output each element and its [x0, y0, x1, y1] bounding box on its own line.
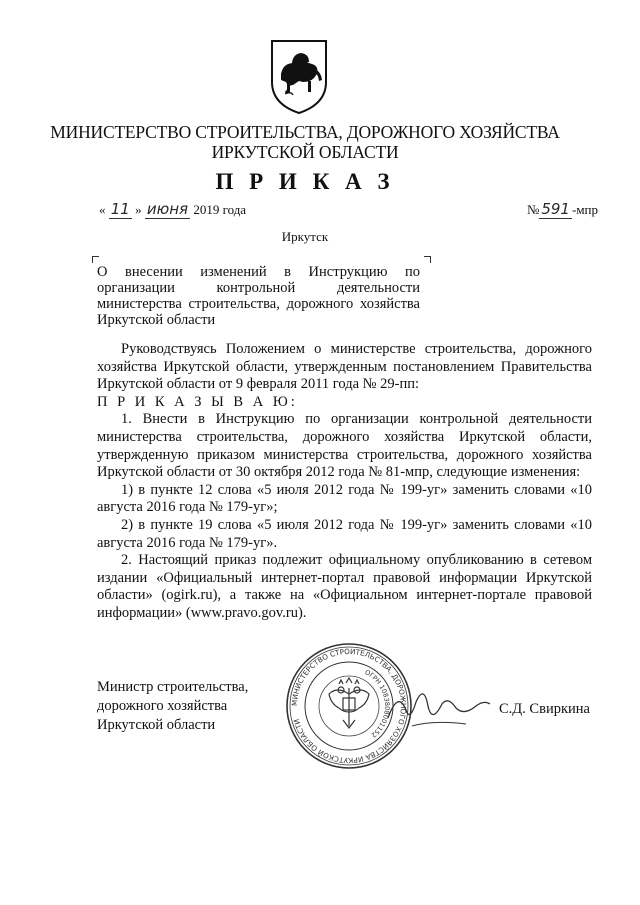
number-value: 591 [541, 200, 570, 218]
seal-inner-text: ОГРН 1083808001152 [363, 668, 392, 740]
handwritten-signature [384, 680, 494, 740]
number-suffix: -мпр [571, 202, 598, 217]
ministry-title-line2: ИРКУТСКОЙ ОБЛАСТИ [211, 142, 399, 162]
document-body [97, 341, 592, 623]
document-number [527, 200, 598, 218]
order-word: П Р И К А З Ы В А Ю: [97, 393, 298, 410]
double-headed-eagle-icon [329, 678, 369, 728]
date-quote-close: » [135, 202, 142, 217]
date-quote-open: « [99, 202, 106, 217]
date-day: 11 [110, 200, 130, 218]
order-item-2: 2. Настоящий приказ подлежит официальному опубликованию в сетевом издании «Официальный интернет-портал правовой информации Иркутской области» (ogirk.ru), а также на «Официальном интернет-портале правовой информации» (www.pravo.gov.ru). [97, 552, 592, 621]
ministry-title-line1: МИНИСТЕРСТВО СТРОИТЕЛЬСТВА, ДОРОЖНОГО ХОЗЯЙСТВА [50, 122, 560, 142]
document-type-heading: П Р И К А З [215, 169, 395, 194]
subject-bracket-left [92, 256, 99, 263]
date-month: июня [146, 200, 189, 218]
signer-name: С.Д. Свиркина [499, 701, 590, 717]
order-item-1-2: 2) в пункте 19 слова «5 июля 2012 года № 199-уг» заменить словами «10 августа 2016 года № 179-уг». [97, 516, 592, 551]
subject-bracket-right [424, 256, 431, 263]
coat-of-arms-emblem [269, 38, 329, 116]
document-subject: О внесении изменений в Инструкцию по организации контрольной деятельности министерства строительства, дорожного хозяйства Иркутской области [97, 264, 420, 328]
signer-position [97, 678, 248, 735]
order-item-1: 1. Внести в Инструкцию по организации контрольной деятельности министерства строительства, дорожного хозяйства Иркутской области, утвержденную приказом министерства строительства, дорожного хозяйства Иркутской области от 30 октября 2012 года № 81-мпр, следующие изменения: [97, 411, 592, 481]
order-item-1-1: 1) в пункте 12 слова «5 июля 2012 года № 199-уг» заменить словами «10 августа 2016 года № 179-уг»; [97, 481, 592, 516]
signer-position-line3: Иркутской области [97, 717, 216, 733]
signer-position-line2: дорожного хозяйства [97, 698, 228, 714]
document-city: Иркутск [281, 229, 329, 244]
ministry-title [0, 122, 610, 162]
number-prefix: № [526, 202, 540, 217]
seal-outer-text: МИНИСТЕРСТВО СТРОИТЕЛЬСТВА, ДОРОЖНОГО ХОЗЯЙСТВА ИРКУТСКОЙ ОБЛАСТИ [289, 646, 409, 766]
date-year: 2019 года [193, 202, 247, 217]
body-preamble: Руководствуясь Положением о министерстве строительства, дорожного хозяйства Иркутской области, утвержденным постановлением Правительства Иркутской области от 9 февраля 2011 года № 29-пп: [97, 341, 592, 393]
signer-position-line1: Министр строительства, [97, 679, 249, 695]
document-date [99, 200, 246, 218]
